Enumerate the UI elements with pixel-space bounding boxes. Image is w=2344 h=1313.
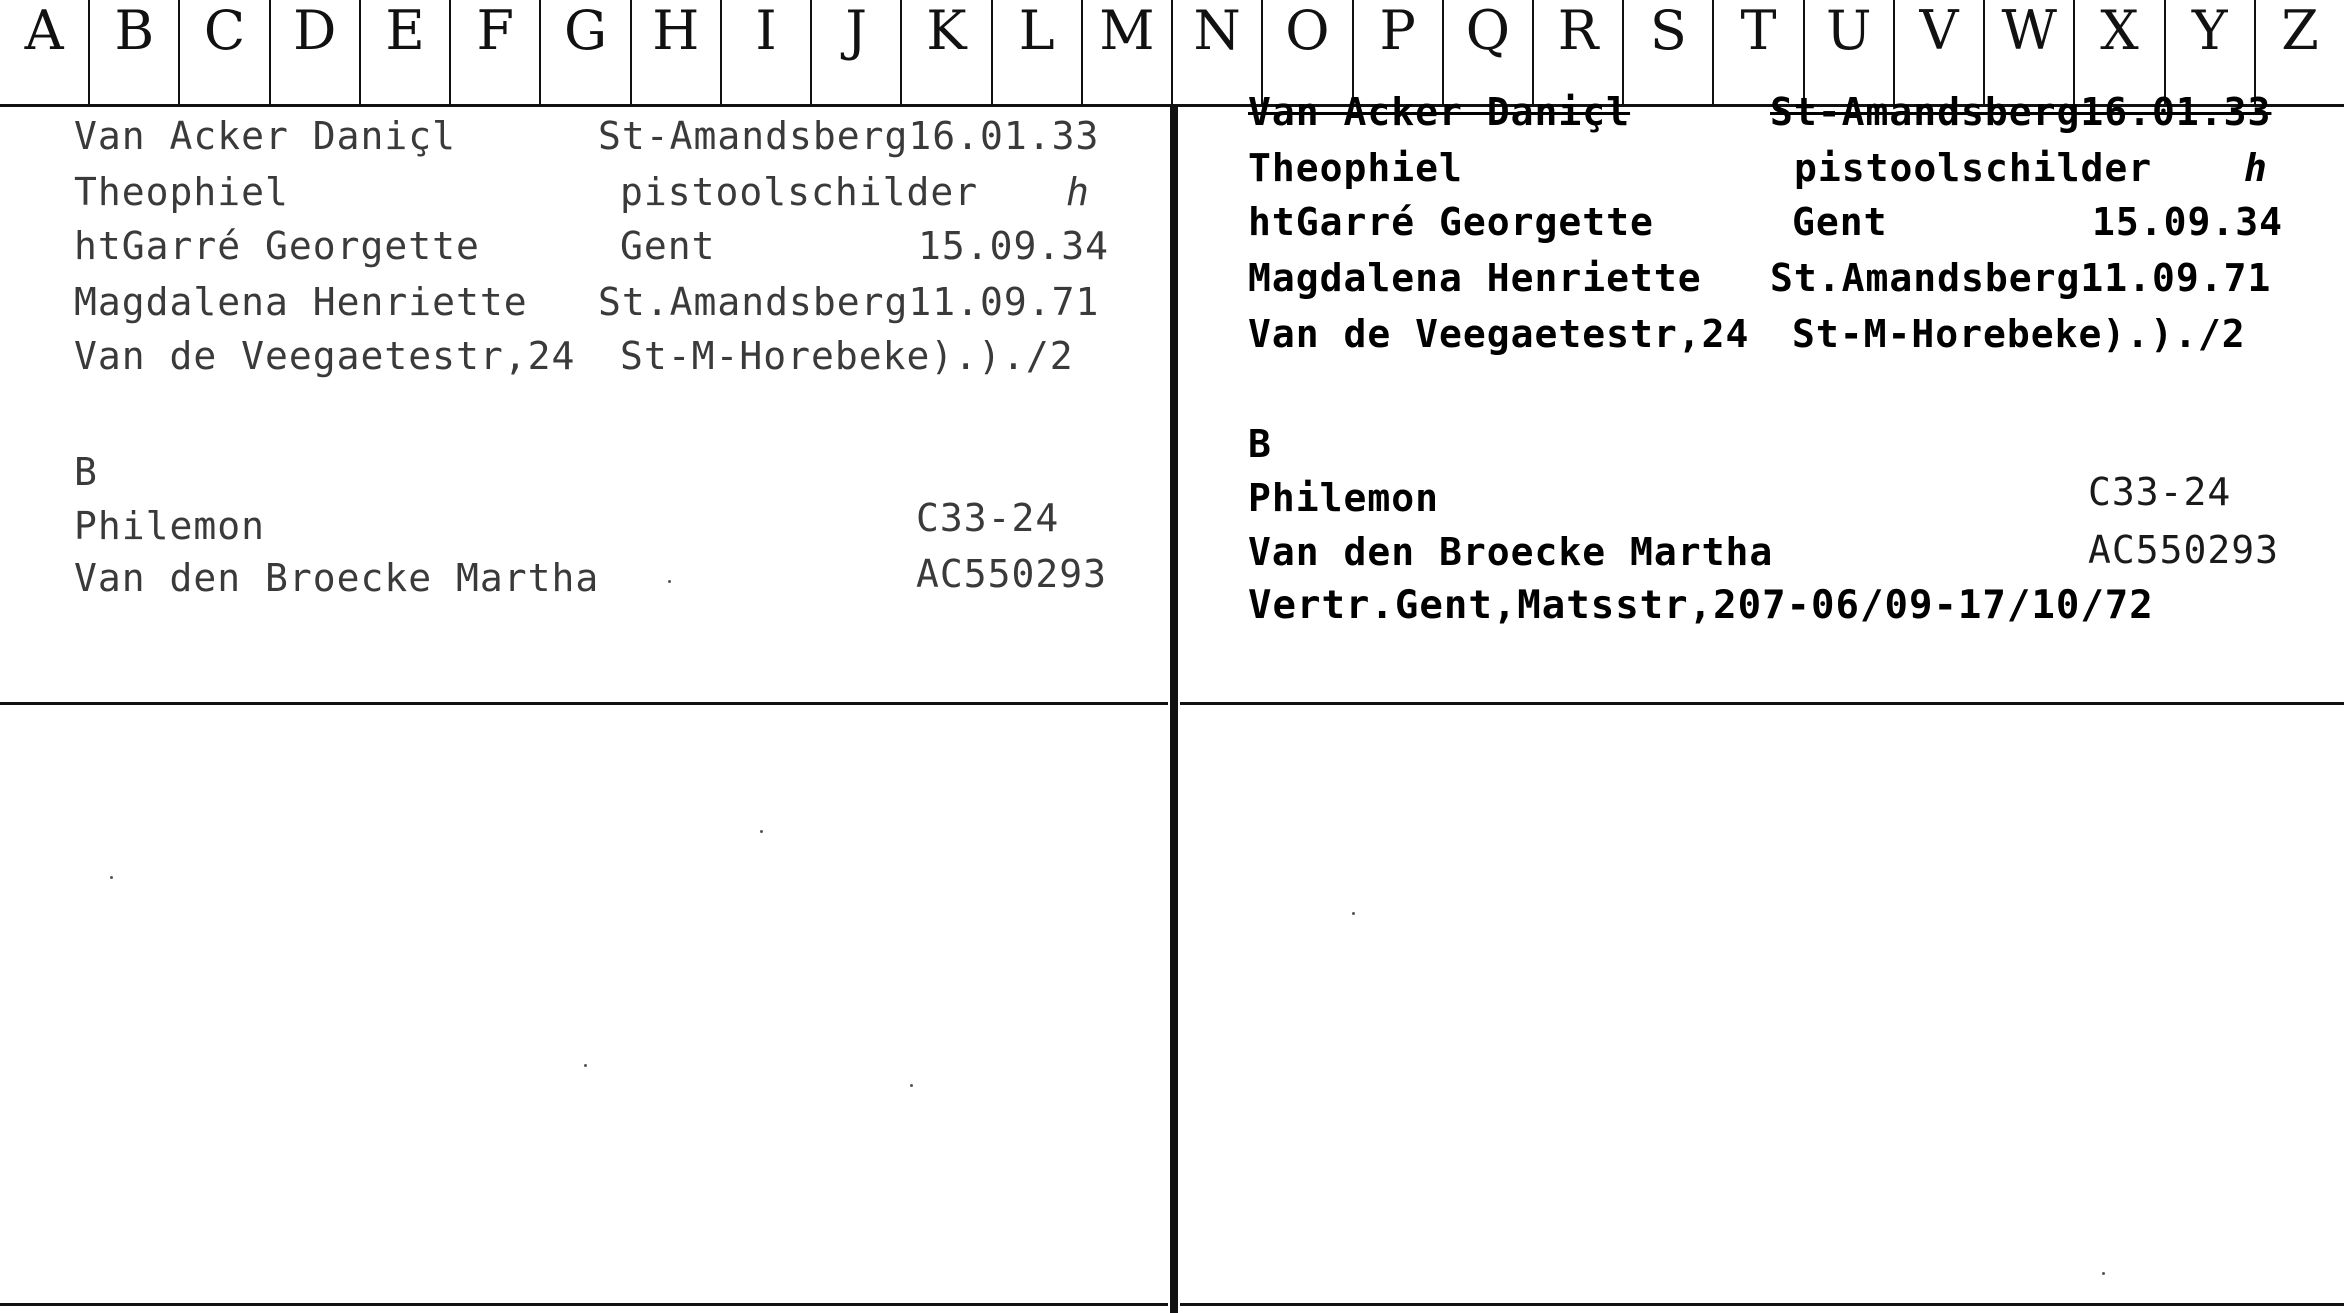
left-row3-date: 15.09.34 [918,224,1110,268]
right-row7-name: Van den Broecke Martha [1248,530,1774,574]
alphabet-tab-w: W [1983,0,2073,104]
left-row2-mark: h [1066,170,1090,214]
left-row6-name: Philemon [74,504,266,548]
left-row4-place: St.Amandsberg11.09.71 [598,280,1100,324]
right-row2-mark: h [2244,146,2268,190]
left-section-letter: B [74,450,98,494]
left-card-bottom-line [0,1303,1168,1306]
right-row1-place: St-Amandsberg16.01.33 [1770,90,2272,134]
alphabet-tab-y: Y [2164,0,2254,104]
alphabet-tab-b: B [88,0,178,104]
paper-speck [910,1084,913,1087]
right-row4-name: Magdalena Henriette [1248,256,1702,300]
right-row6-code: C33-24 [2088,470,2232,514]
left-row1-place: St-Amandsberg16.01.33 [598,114,1100,158]
left-row2-job: pistoolschilder [620,170,979,214]
right-row7-code: AC550293 [2088,528,2280,572]
record-card-left [0,106,1168,1313]
alphabet-tab-n: N [1171,0,1261,104]
alphabet-tab-e: E [359,0,449,104]
right-row3-name: htGarré Georgette [1248,200,1654,244]
left-row1-name: Van Acker Daniçl [74,114,457,158]
alphabet-tab-r: R [1532,0,1622,104]
right-card-divider-line [1180,702,2344,705]
right-card-bottom-line [1180,1303,2344,1306]
left-row4-name: Magdalena Henriette [74,280,528,324]
left-row2-name: Theophiel [74,170,289,214]
left-row3-place: Gent [620,224,716,268]
alphabet-tab-z: Z [2254,0,2344,104]
right-row8-note: Vertr.Gent,Matsstr,207-06/09-17/10/72 [1248,583,2154,628]
paper-speck [584,1064,587,1067]
alphabet-tab-p: P [1352,0,1442,104]
paper-speck [668,580,671,583]
right-row4-place: St.Amandsberg11.09.71 [1770,256,2272,300]
right-row5-addr: Van de Veegaetestr,24 [1248,312,1750,356]
alphabet-tab-a: A [24,0,64,62]
alphabet-tab-o: O [1261,0,1351,104]
alphabet-tab-s: S [1622,0,1712,104]
record-card-right [1180,90,2344,1313]
right-section-letter: B [1248,422,1272,466]
left-card-divider-line [0,702,1168,705]
paper-speck [110,876,113,879]
paper-speck [760,830,763,833]
alphabet-tab-f: F [449,0,539,104]
left-row7-code: AC550293 [916,552,1108,596]
left-row7-name: Van den Broecke Martha [74,556,600,600]
left-row6-code: C33-24 [916,496,1060,540]
right-row6-name: Philemon [1248,476,1440,520]
right-row2-job: pistoolschilder [1794,146,2153,190]
alphabet-tab-j: J [810,0,900,104]
left-row3-name: htGarré Georgette [74,224,480,268]
paper-speck [1352,912,1355,915]
right-row2-name: Theophiel [1248,146,1463,190]
alphabet-tab-c: C [178,0,268,104]
right-row3-place: Gent [1792,200,1888,244]
right-row1-name: Van Acker Daniçl [1248,90,1631,134]
alphabet-tab-k: K [900,0,990,104]
alphabet-tab-d: D [269,0,359,104]
alphabet-tab-h: H [630,0,720,104]
alphabet-tab-u: U [1803,0,1893,104]
card-separator [1170,104,1178,1313]
left-row5-addr: Van de Veegaetestr,24 [74,334,576,378]
right-row5-place: St-M-Horebeke).)./2 [1792,312,2246,356]
alphabet-tab-x: X [2073,0,2163,104]
left-row5-place: St-M-Horebeke).)./2 [620,334,1074,378]
alphabet-tab-v: V [1893,0,1983,104]
alphabet-tab-t: T [1712,0,1802,104]
alphabet-tab-q: Q [1442,0,1532,104]
alphabet-tab-g: G [539,0,629,104]
right-row3-date: 15.09.34 [2092,200,2284,244]
alphabet-tab-l: L [991,0,1081,104]
alphabet-tab-i: I [720,0,810,104]
alphabet-tab-m: M [1081,0,1171,104]
paper-speck [2102,1272,2105,1275]
